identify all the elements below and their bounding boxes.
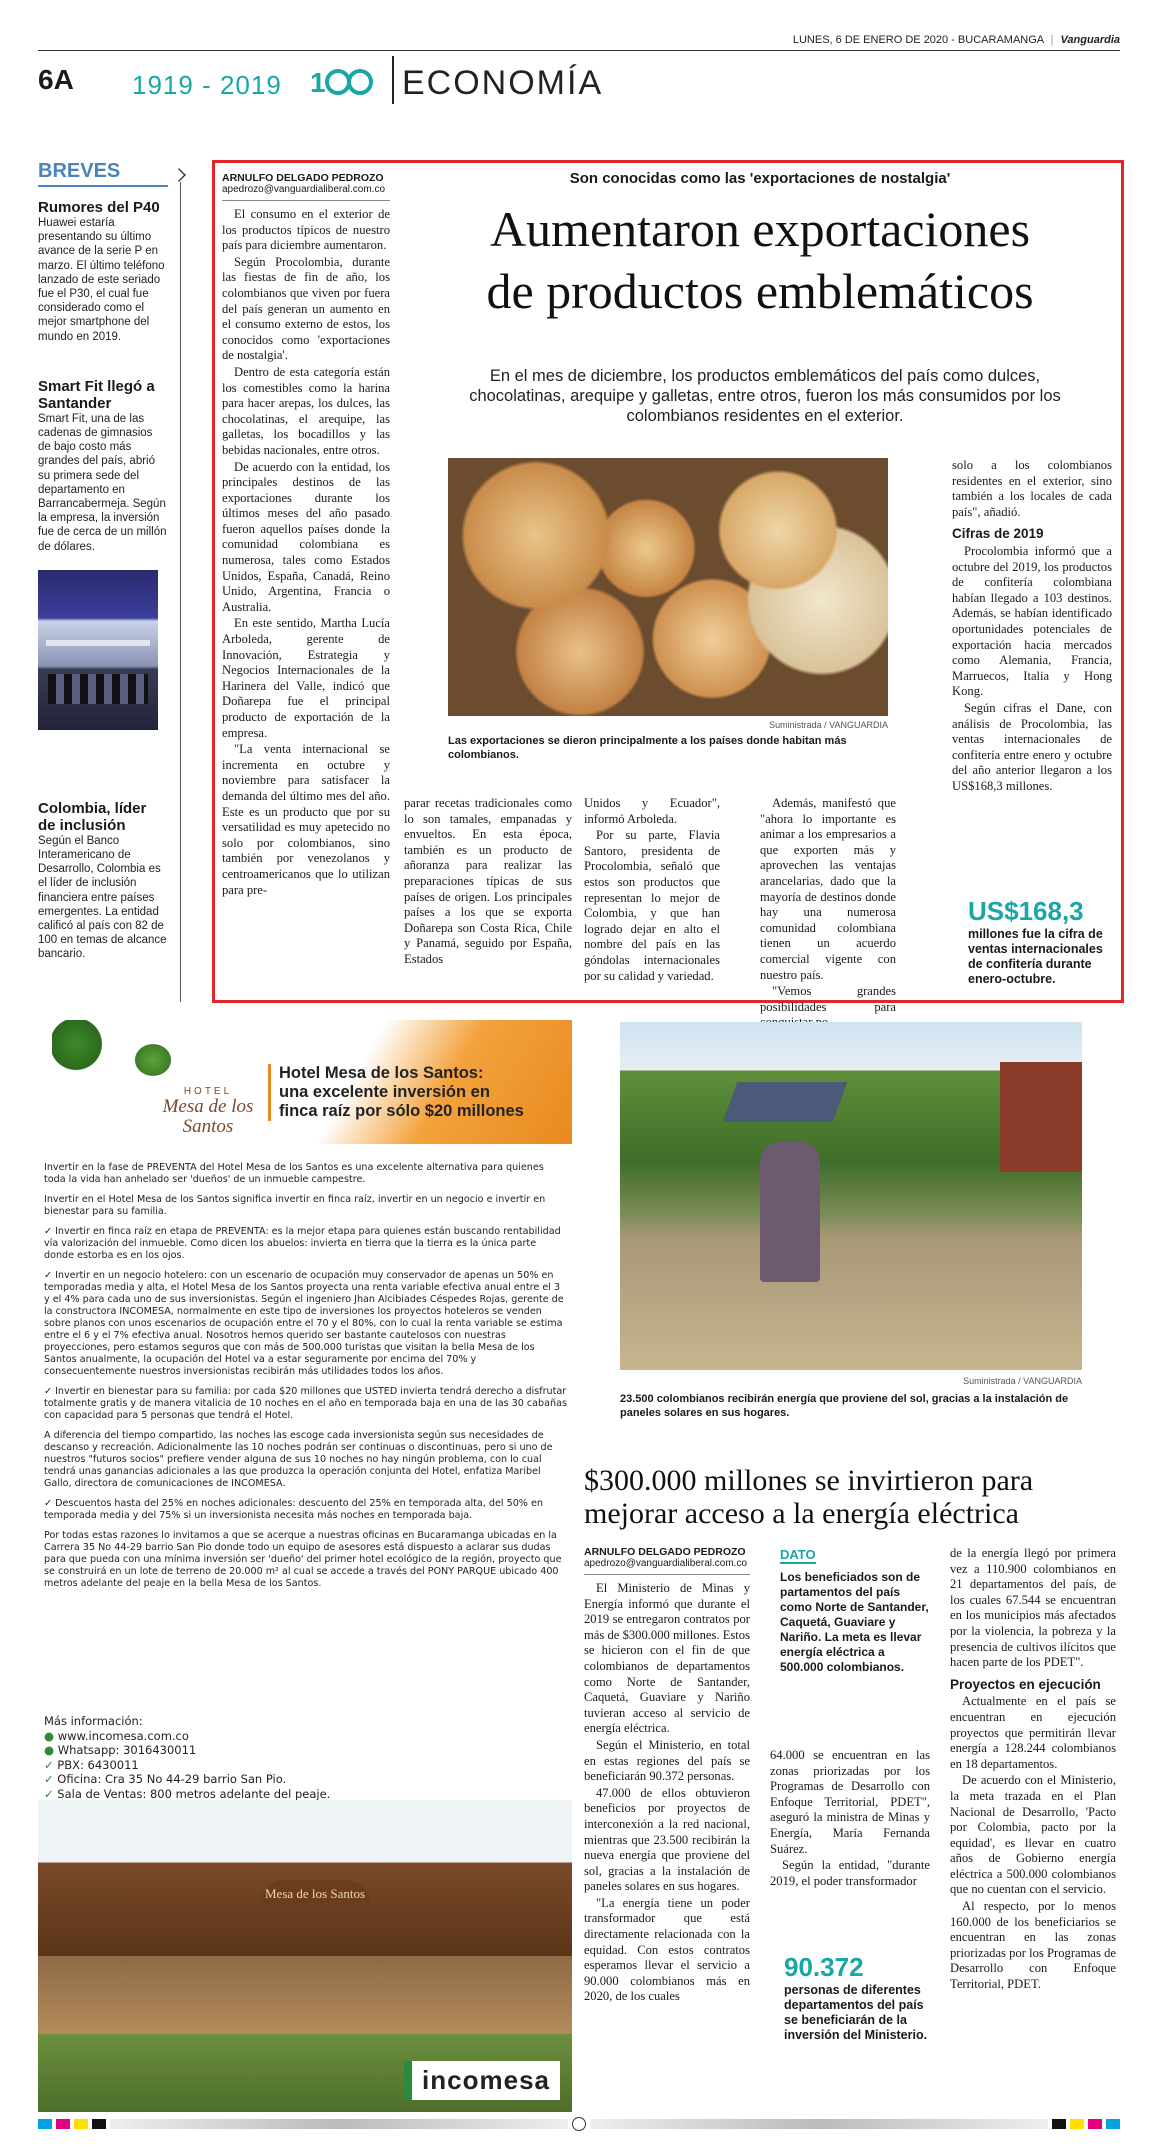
contact-text: Oficina: Cra 35 No 44-29 barrio San Pio. — [57, 1772, 287, 1786]
paragraph: El consumo en el exterior de los productos típicos de nuestro país para diciembre aumentaron. — [222, 207, 390, 253]
headline-line: de productos emblemáticos — [486, 263, 1034, 319]
contact-text: www.incomesa.com.co — [57, 1728, 189, 1743]
globe-icon: ● — [44, 1728, 55, 1743]
brief-text: Huawei estaría presentando su último avance de la serie P en marzo. El último teléfono lanzado de este seriado fue el P30, el cual fue considerado como el mejor smartphone del mundo en 2019. — [38, 217, 165, 343]
contact-whatsapp[interactable] — [44, 1743, 444, 1758]
subheading: Proyectos en ejecución — [950, 1676, 1101, 1692]
photo-credit: Suministrada / VANGUARDIA — [963, 1376, 1082, 1386]
checkmark-icon: ✓ — [44, 1772, 54, 1786]
logo-small: HOTEL — [183, 1086, 233, 1097]
paragraph: Unidos y Ecuador", informó Arboleda. — [584, 796, 720, 826]
photo-credit: Suministrada / VANGUARDIA — [769, 720, 888, 730]
author-email: apedrozo@vanguardialiberal.com.co — [584, 1558, 748, 1569]
dato-box — [780, 1546, 930, 1675]
paragraph: parar recetas tradicionales como lo son tamales, empanadas y envueltos. En esta época, también es un producto de añoranza para realizar las preparaciones típicas de sus países de origen. Los principales países a los que se exporta Doñarepa son Costa Rica, Chile y Panamá, seguido por España, Estados — [404, 796, 572, 966]
incomesa-logo: incomesa — [404, 2061, 560, 2100]
stat-box — [784, 1952, 932, 2043]
svg-text:1: 1 — [310, 67, 326, 98]
brief-text: Según el Banco Interamericano de Desarrollo, Colombia es el líder de inclusión financiera entre países emergentes. La entidad calificó al país con 82 de 100 en temas de alcance bancario. — [38, 834, 167, 961]
paragraph: "La energía tiene un poder transformador que está directamente relacionada con la equidad. Con estos contratos esperamos llevar el servicio a 90.000 colombianos más en 2020, de los cuales — [584, 1895, 750, 2004]
ad-paragraph: ✓ Invertir en bienestar para su familia: por cada $20 millones que USTED invierta tendrá derecho a disfrutar totalmente gratis y de manera vitalicia de 10 noches en el año en temporada baja en una de las 30 cabañas con capacidad para 5 personas que tendrá el Hotel. — [44, 1386, 567, 1421]
ad-title-line: una excelente inversión en — [279, 1083, 490, 1101]
leaf-icon — [52, 1020, 112, 1080]
article1-kicker: Son conocidas como las 'exportaciones de nostalgia' — [569, 170, 951, 187]
headline-line: mejorar acceso a la energía eléctrica — [584, 1497, 1019, 1530]
paragraph: De acuerdo con la entidad, los principales destinos de las exportaciones durante los últimos meses del año pasado fueron aquellos países donde la comunidad colombiana es numerosa, tales como Estados Unidos, España, Canadá, Reino Unido, Argentina, Francia o Australia. — [222, 459, 390, 614]
paragraph: De acuerdo con el Ministerio, la meta trazada en el Plan Nacional de Desarrollo, 'Pacto por Colombia, pacto por la equidad', es llevar en cuatro años de Gobierno energía eléctrica a 500.000 colombianos que no cuentan con el servicio. — [950, 1773, 1116, 1897]
ad-body — [44, 1162, 568, 1598]
header-rule — [38, 50, 1120, 51]
ad-paragraph: Por todas estas razones lo invitamos a que se acerque a nuestras oficinas en Bucaramanga ubicadas en la Carrera 35 No 44-29 barrio San Pio donde todo un equipo de asesores está dispuesto a aclarar sus dudas para que pueda con una mínima inversión ser 'dueño' del primer hotel ecológico de la región, proyecto que se construirá en un lote de terreno de 20.000 m² al cual se accede a través del PONY PARQUE ubicado 400 metros adelante del peaje en la bella Mesa de los Santos. — [44, 1530, 562, 1589]
article1-col2 — [404, 796, 572, 969]
contact-sales — [44, 1787, 444, 1802]
bread-photo — [448, 458, 888, 716]
page-number: 6A — [38, 64, 74, 95]
checkmark-icon: ✓ — [44, 1757, 54, 1772]
leaf-icon — [128, 1038, 178, 1082]
paragraph: "Vemos grandes posibilidades para — [760, 984, 896, 1014]
photo-caption: Las exportaciones se dieron principalmente a los países donde habitan más colombianos. — [448, 735, 847, 761]
dato-label: DATO — [780, 1547, 816, 1562]
ad-paragraph: ✓ Descuentos hasta del 25% en noches adicionales: descuento del 25% en temporada alta, del 50% en temporada media y del 75% si un inversionista necesita más noches en temporada baja. — [44, 1498, 543, 1521]
contact-text: PBX: 6430011 — [57, 1757, 139, 1772]
paragraph: Al respecto, por lo menos 160.000 de los beneficiarios se encuentran en las zonas priorizadas por los Programas de Desarrollo con Enfoque Territorial, PDET. — [950, 1899, 1116, 1992]
gym-photo — [38, 570, 158, 730]
briefs-divider — [180, 182, 181, 1002]
header-divider — [392, 56, 394, 104]
byline — [584, 1546, 750, 1575]
paragraph: Según la entidad, "durante 2019, el poder transformador — [770, 1858, 930, 1888]
solar-photo — [620, 1022, 1082, 1370]
briefs-label-rule — [38, 185, 168, 187]
stat-text: millones fue la cifra de ventas internacionales de confitería durante enero-octubre. — [968, 927, 1103, 986]
contact-office — [44, 1772, 444, 1787]
paragraph: En este sentido, Martha Lucía Arboleda, gerente de Innovación, Estrategia y Negocios Internacionales de la Harinera del Valle, indicó que Doñarepa fue el principal producto de exportación de la empresa. — [222, 616, 390, 740]
briefs-label: BREVES — [38, 160, 121, 182]
paragraph: de la energía llegó por primera vez a 110.900 colombianos en 21 departamentos del país, de los cuales 67.544 se encuentran en los municipios más afectados por la violencia, la pobreza y la presencia de cultivos ilícitos que hacen parte de los PDET". — [950, 1546, 1116, 1670]
article2-col3 — [950, 1546, 1116, 1994]
ad-title — [268, 1064, 568, 1121]
contact-pbx — [44, 1758, 444, 1773]
stat-value: 90.372 — [784, 1952, 864, 1982]
article1-col5 — [952, 458, 1112, 795]
article2-col2 — [770, 1748, 930, 1890]
brief-title: Colombia, líder de inclusión — [38, 799, 147, 834]
byline — [222, 172, 390, 201]
article1-col1 — [222, 172, 390, 899]
dato-text: Los beneficiados son de partamentos del país como Norte de Santander, Caquetá, Guaviare y Nariño. La meta es llevar energía eléctrica a 500.000 colombianos. — [780, 1570, 929, 1674]
paragraph: solo a los colombianos residentes en el exterior, sino también a los locales de cada país", añadió. — [952, 458, 1112, 519]
paragraph: Según el Ministerio, en total en estas regiones del país se beneficiarán 90.372 personas. — [584, 1737, 750, 1784]
ad-paragraph: ✓ Invertir en un negocio hotelero: con un escenario de ocupación muy conservador de apenas un 50% en temporadas media y alta, el Hotel Mesa de los Santos proyecta una renta variable efectiva anual entre el 3 y el 4% para cada uno de sus inversionistas. Según el ingeniero Jhan Alcibiades Céspedes Rojas, gerente de la constructora INCOMESA, normalmente en este tipo de inversiones los proyectos hoteleros se venden sobre planos con unos escenarios de ocupación entre el 70 y el 80%, con lo cual la renta variable se estima entre el 6 y el 7% efectiva anual. Nosotros hemos querido ser bastante cautelosos con nuestras proyecciones, pero estamos seguros que con más de 500.000 turistas que visitan la bella Mesa de los Santos anualmente, la ocupación del Hotel va a estar seguramente por encima del 70% y consecuentemente nuestros inversionistas recibirán más utilidades todos los años. — [44, 1270, 564, 1377]
paragraph: Procolombia informó que a octubre del 2019, los productos de confitería colombiana habían llegado a 103 destinos. Además, se habían identificado oportunidades potenciales de exportación hacia mercados como Alemania, Francia, Marruecos, Italia y Hong Kong. — [952, 543, 1112, 699]
footer-color-bar — [38, 2118, 1120, 2130]
article1-col4 — [760, 796, 896, 1032]
paragraph: 64.000 se encuentran en las zonas priorizadas por los Programas de Desarrollo con Enfoque Territorial, PDET", aseguró la ministra de Minas y Energía, María Fernanda Suárez. — [770, 1748, 930, 1856]
brief-title: Smart Fit llegó a Santander — [38, 377, 155, 412]
author-name: ARNULFO DELGADO PEDROZO — [584, 1546, 746, 1558]
hotel-sign: Mesa de los Santos — [260, 1880, 370, 1908]
briefs-arrow — [172, 168, 186, 182]
stat-text: personas de diferentes departamentos del país se beneficiarán de la inversión del Ministerio. — [784, 1983, 928, 2042]
author-email: apedrozo@vanguardialiberal.com.co — [222, 184, 386, 195]
headline-line: Aumentaron exportaciones — [489, 201, 1031, 257]
article1-deck: En el mes de diciembre, los productos emblemáticos del país como dulces, chocolatinas, arequipe y galletas, entre otros, fueron los más consumidos por los colombianos residentes en el exterior. — [469, 367, 1061, 425]
whatsapp-icon: ● — [44, 1743, 55, 1757]
paragraph: Según cifras el Dane, con análisis de Procolombia, las ventas internacionales de confitería entre enero y octubre del año anterior llegaron a los US$168,3 millones. — [952, 700, 1112, 793]
contact-web[interactable] — [44, 1729, 444, 1744]
ad-paragraph: ✓ Invertir en finca raíz en etapa de PREVENTA: es la mejor etapa para quienes están buscando rentabilidad vía valorización del inmueble. Como dicen los abuelos: invierta en tierra que la tierra es la única parte donde estorba es en los ojos. — [44, 1226, 561, 1261]
stat-box — [968, 896, 1118, 987]
section-title: ECONOMÍA — [402, 64, 604, 102]
registration-mark-icon — [572, 2117, 586, 2131]
paragraph: Actualmente en el país se encuentran en ejecución proyectos que permitirán llevar energía a 128.244 colombianos en 18 departamentos. — [950, 1694, 1116, 1771]
paragraph: Por su parte, Flavia Santoro, presidenta de Procolombia, señaló que estos son productos que representan lo mejor de Colombia, y que han logrado dejar en alto el nombre del país en las góndolas internacionales por su calidad y variedad. — [584, 828, 720, 983]
ad-paragraph: Invertir en el Hotel Mesa de los Santos significa invertir en finca raíz, invertir en un negocio e invertir en bienestar para su familia. — [44, 1194, 546, 1217]
contact-text: Sala de Ventas: 800 metros adelante del peaje. — [57, 1786, 331, 1801]
ad-title-line: finca raíz por sólo $20 millones — [279, 1102, 524, 1120]
hotel-photo — [38, 1800, 572, 2112]
author-name: ARNULFO DELGADO PEDROZO — [222, 172, 384, 184]
paragraph: "La venta internacional se incrementa en octubre y noviembre para satisfacer la demanda del último mes del año. Este es un producto que por su versatilidad es muy apetecido no solo por colombianos, sino también por venezolanos y centroamericanos que lo utilizan para pre- — [222, 742, 390, 897]
contact-title: Más información: — [44, 1714, 143, 1728]
ad-title-line: Hotel Mesa de los Santos: — [279, 1064, 484, 1082]
hotel-ad — [38, 1020, 572, 2112]
article1-headline — [410, 198, 1110, 322]
paragraph: Según Procolombia, durante las fiestas de fin de año, los colombianos que viven por fuera del país generan un aumento en el consumo externo de estos, los conocidos como 'exportaciones de nostalgia'. — [222, 254, 390, 363]
stat-value: US$168,3 — [968, 896, 1084, 926]
subheading: Cifras de 2019 — [952, 526, 1044, 542]
photo-caption: 23.500 colombianos recibirán energía que proviene del sol, gracias a la instalación de paneles solares en sus hogares. — [620, 1393, 1069, 1419]
contact-text: Whatsapp: 3016430011 — [57, 1743, 197, 1757]
date-text: LUNES, 6 DE ENERO DE 2020 - BUCARAMANGA — [792, 34, 1044, 46]
paragraph: El Ministerio de Minas y Energía informó que durante el 2019 se entregaron contratos por más de $300.000 millones. Estos se hicieron con el fin de que colombianos de departamentos como Norte de Santander, Caquetá, Guaviare y Nariño tuvieran acceso al servicio de energía eléctrica. — [584, 1581, 750, 1736]
anniversary-logo — [306, 64, 378, 100]
briefs-column — [38, 160, 168, 962]
brief-text: Smart Fit, una de las cadenas de gimnasios de bajo costo más grandes del país, abrió su primera sede del departamento en Barrancabermeja. Según la empresa, la inversión fue de cerca de un millón de dólares. — [38, 412, 167, 553]
checkmark-icon: ✓ — [44, 1786, 54, 1801]
header-years: 1919 - 2019 — [132, 70, 282, 100]
article2-headline — [584, 1464, 1124, 1530]
paragraph: Dentro de esta categoría están los comestibles como la harina para hacer arepas, los dulces, las chocolatinas, el arequipe, las galletas, los bocadillos y las bebidas nacionales, entre otros. — [222, 364, 390, 457]
brief-title: Rumores del P40 — [38, 199, 160, 216]
ad-paragraph: Invertir en la fase de PREVENTA del Hotel Mesa de los Santos es una excelente alternativa para quienes toda la vida han anhelado ser 'dueños' de un inmueble campestre. — [44, 1162, 544, 1185]
article2-col1 — [584, 1546, 750, 2006]
anniversary-100-icon — [306, 64, 378, 100]
ad-logo — [138, 1086, 278, 1137]
article1-col3 — [584, 796, 720, 985]
paragraph: 47.000 de ellos obtuvieron beneficios por proyectos de interconexión a la red nacional, mientras que 23.500 recibirán la nueva energía que proviene del sol, gracias a la instalación de paneles solares en sus hogares. — [584, 1785, 750, 1894]
ad-paragraph: A diferencia del tiempo compartido, las noches las escoge cada inversionista según sus necesidades de descanso y recreación. Adicionalmente las 10 noches podrán ser continuas o discontinuas, pero si uno de nuestros "futuros socios" prefiere vender alguna de sus 10 noches no hay ningún problema, con lo cual tendrá unas ganancias adicionales a las que produzca la operación conjunta del Hotel, enfatiza Maribel Gallo, directora de comunicaciones de INCOMESA. — [44, 1430, 553, 1489]
header-date-line: LUNES, 6 DE ENERO DE 2020 - BUCARAMANGA | Vanguardia — [792, 34, 1120, 46]
paragraph: Además, manifestó que "ahora lo importante es animar a los empresarios a que exporten más y aprovechen las ventajas arancelarias, dado que la mayoría de destinos donde hay una numerosa comunidad colombiana tienen un acuerdo comercial vigente con nuestro país. — [760, 796, 896, 982]
brand-name: Vanguardia — [1060, 34, 1120, 46]
logo-big: Mesa de los Santos — [162, 1096, 254, 1137]
headline-line: $300.000 millones se invirtieron para — [584, 1464, 1034, 1497]
